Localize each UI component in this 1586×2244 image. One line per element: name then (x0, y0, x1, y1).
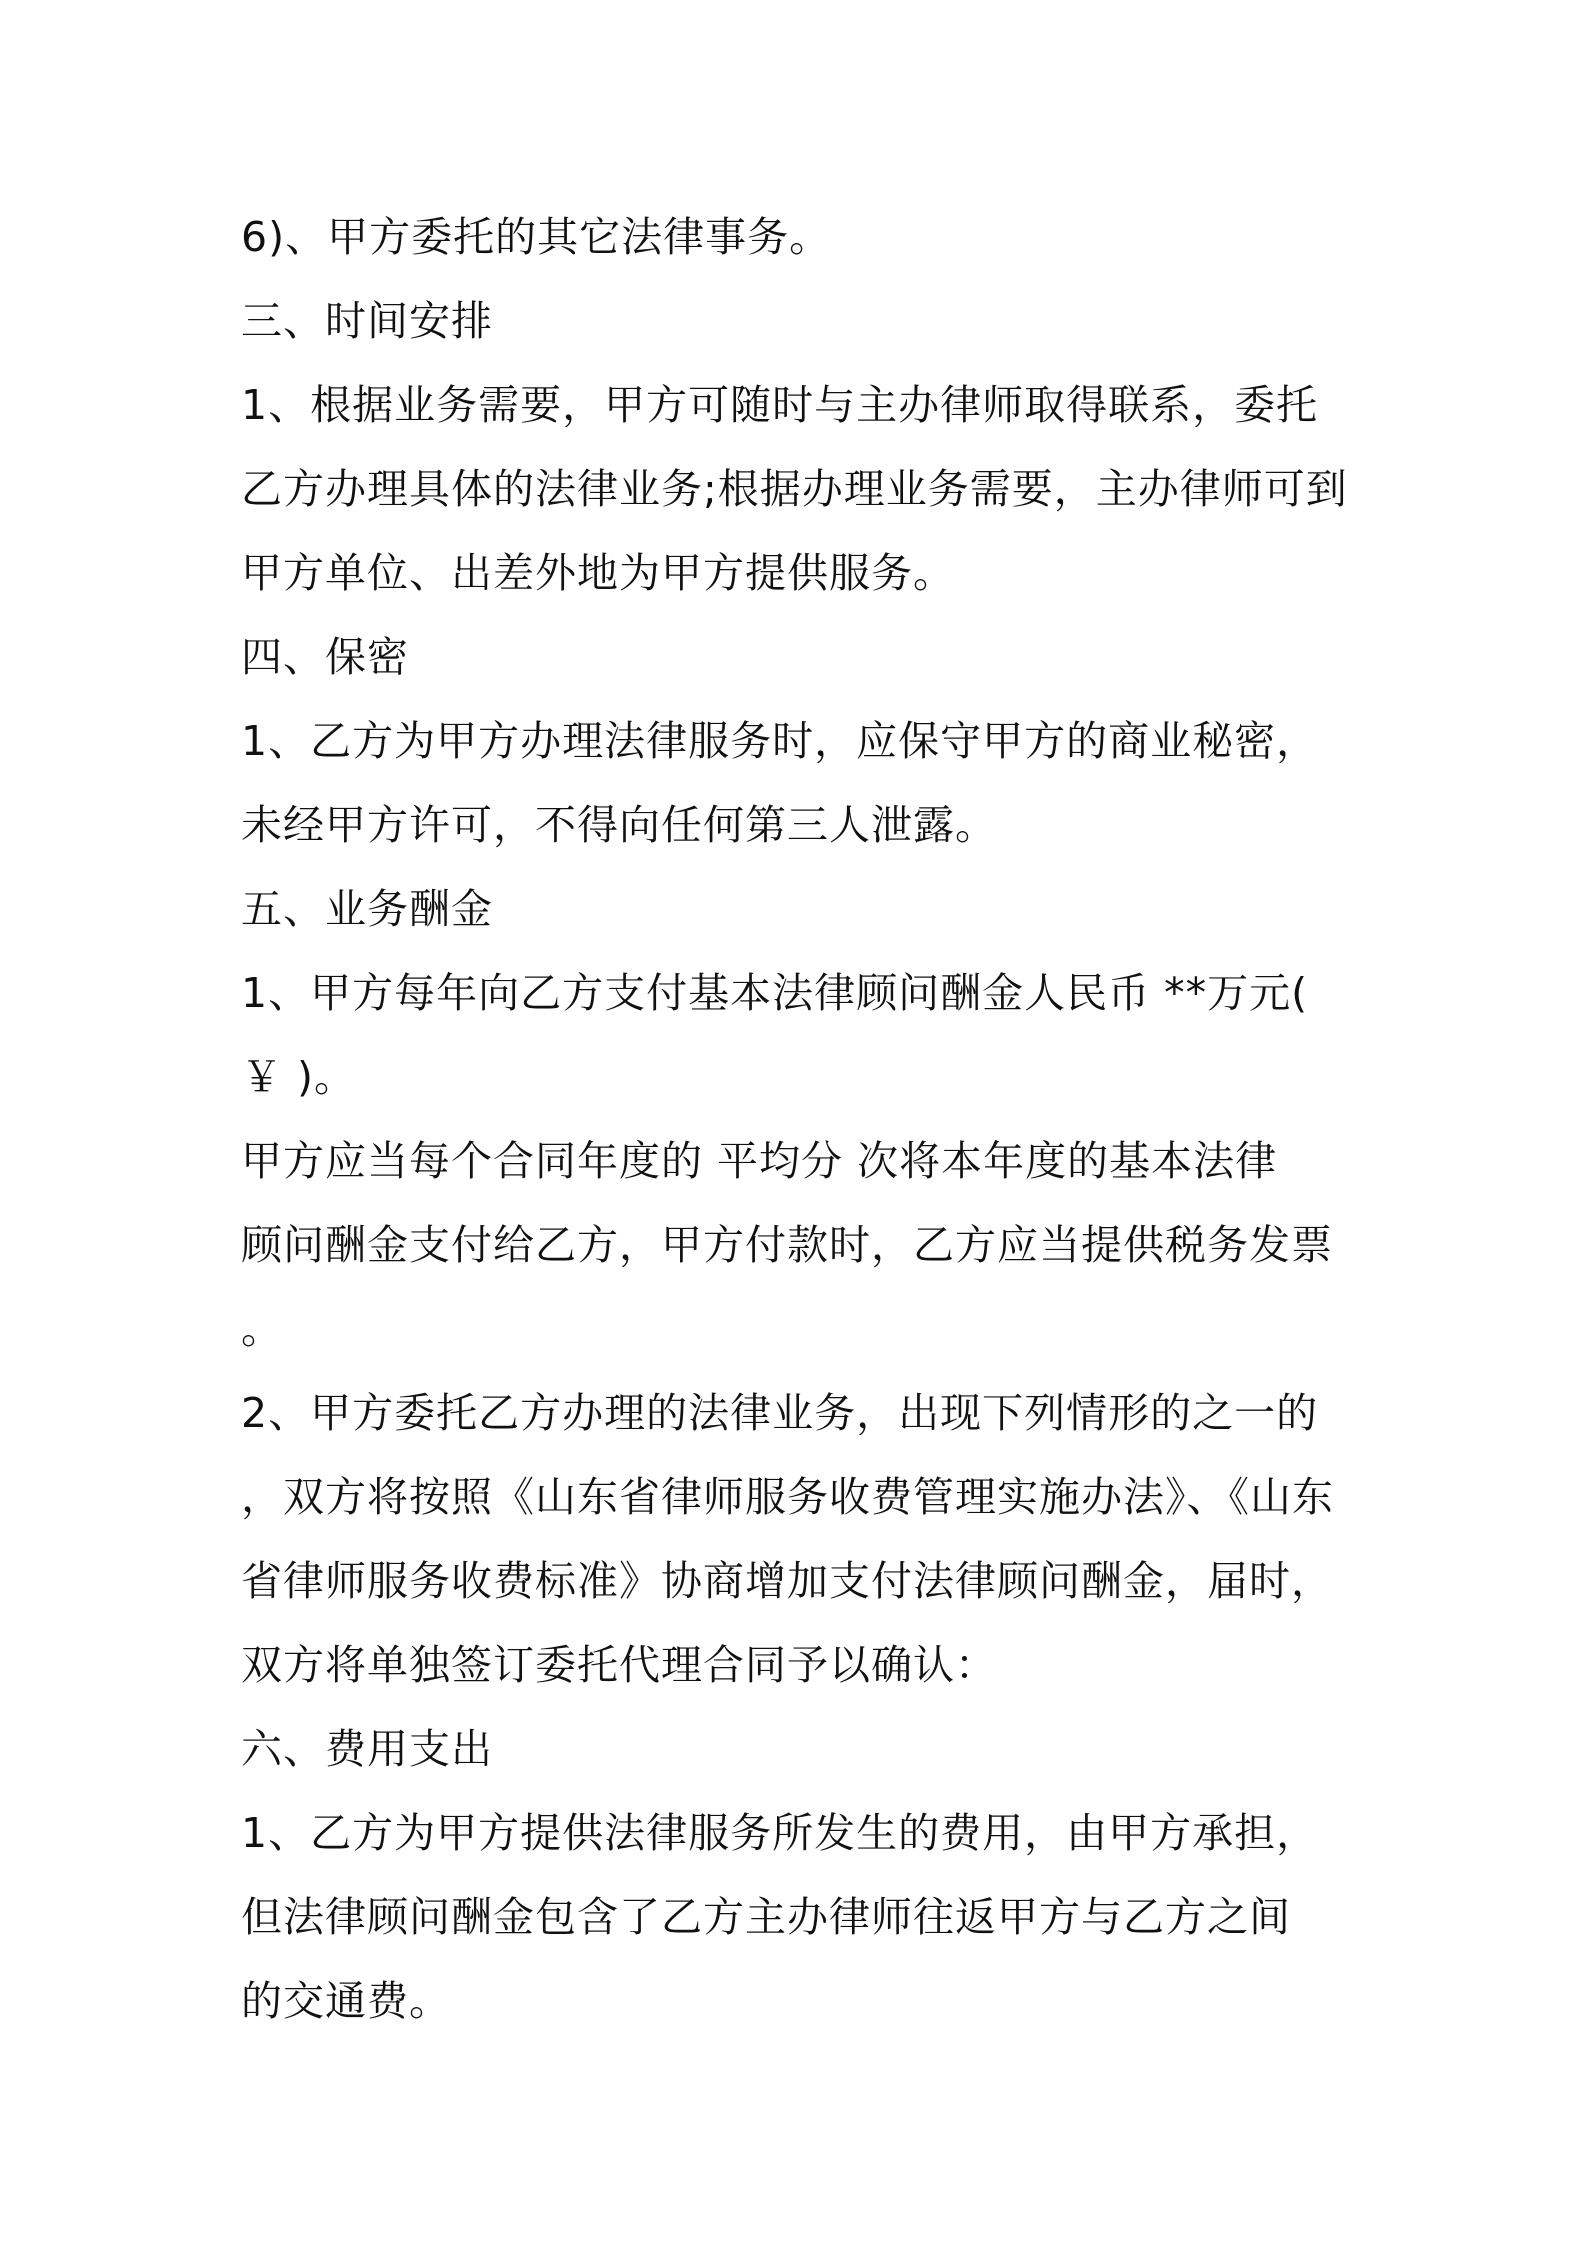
text-line: 的交通费。 (241, 1977, 451, 2025)
text-line: 未经甲方许可，不得向任何第三人泄露。 (241, 801, 997, 849)
text-line: 但法律顾问酬金包含了乙方主办律师往返甲方与乙方之间 (241, 1893, 1291, 1941)
text-line: 双方将单独签订委托代理合同予以确认： (241, 1641, 997, 1689)
section-heading: 五、业务酬金 (241, 885, 493, 933)
text-line: 顾问酬金支付给乙方，甲方付款时，乙方应当提供税务发票 (241, 1221, 1333, 1269)
text-line: 乙方办理具体的法律业务;根据办理业务需要，主办律师可到 (241, 465, 1348, 513)
section-heading: 四、保密 (241, 633, 409, 681)
text-line: 甲方应当每个合同年度的 平均分 次将本年度的基本法律 (241, 1137, 1278, 1185)
section-heading: 三、时间安排 (241, 297, 493, 345)
text-line: 甲方单位、出差外地为甲方提供服务。 (241, 549, 955, 597)
text-line: 1、乙方为甲方办理法律服务时，应保守甲方的商业秘密， (241, 717, 1319, 765)
section-heading: 六、费用支出 (241, 1725, 493, 1773)
text-line: ，双方将按照《山东省律师服务收费管理实施办法》、《山东 (241, 1473, 1334, 1521)
text-line: 1、甲方每年向乙方支付基本法律顾问酬金人民币 **万元( (241, 969, 1309, 1017)
text-line: 2、甲方委托乙方办理的法律业务，出现下列情形的之一的 (241, 1389, 1319, 1437)
text-line: ￥ )。 (241, 1053, 357, 1101)
text-line: 省律师服务收费标准》协商增加支付法律顾问酬金，届时， (241, 1557, 1333, 1605)
document-body (241, 195, 1361, 2043)
text-line: 1、乙方为甲方提供法律服务所发生的费用，由甲方承担， (241, 1809, 1319, 1857)
text-line: 。 (241, 1305, 283, 1353)
text-line: 6)、甲方委托的其它法律事务。 (241, 213, 832, 261)
text-line: 1、根据业务需要，甲方可随时与主办律师取得联系，委托 (241, 381, 1319, 429)
